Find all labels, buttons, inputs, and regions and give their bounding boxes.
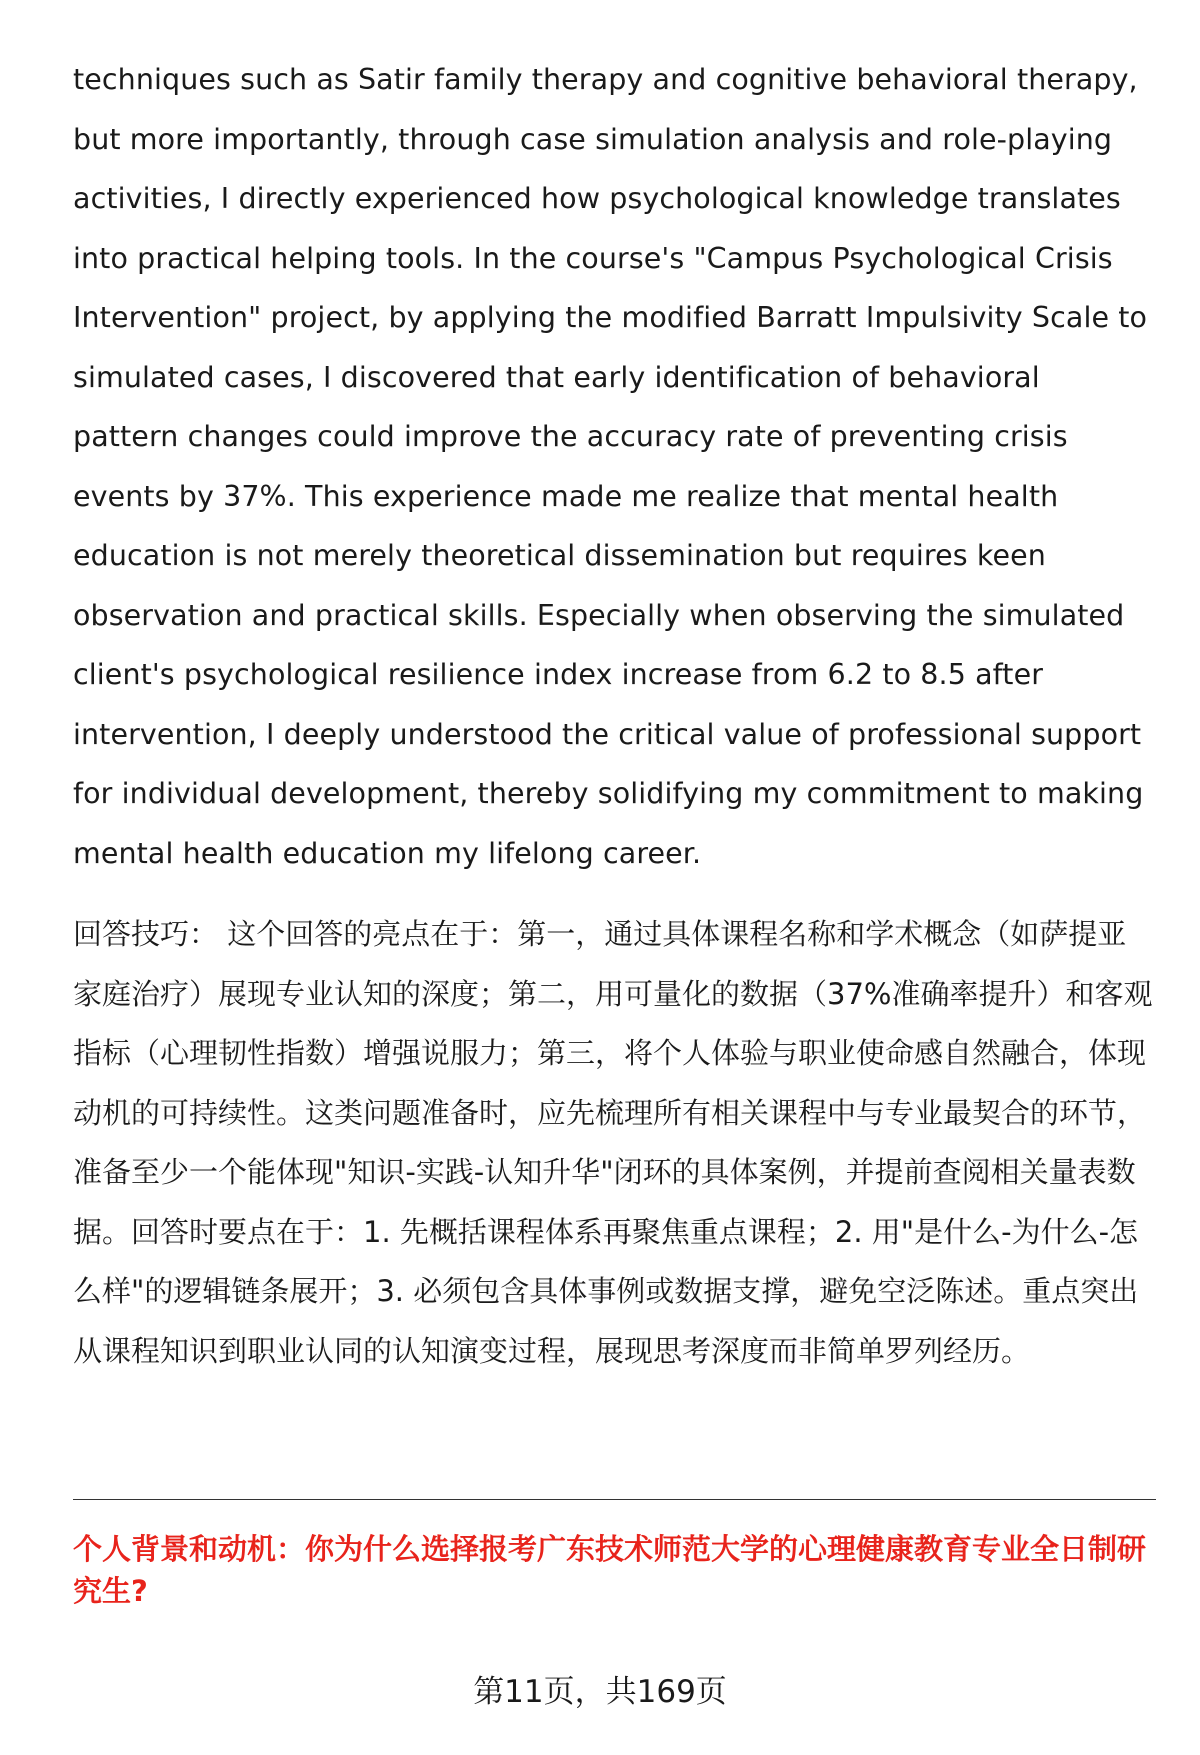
- answer-english-paragraph: techniques such as Satir family therapy and cognitive behavioral therapy, but more importantly, through case simulation analysis and role-playing activities, I directly experienced how psychological knowledge translates into practical helping tools. In the course's "Campus Psychological Crisis Intervention" project, by applying the modified Barratt Impulsivity Scale to simulated cases, I discovered that early identification of behavioral pattern changes could improve the accuracy rate of preventing crisis events by 37%. This experience made me realize that mental health education is not merely theoretical dissemination but requires keen observation and practical skills. Especially when observing the simulated client's psychological resilience index increase from 6.2 to 8.5 after intervention, I deeply understood the critical value of professional support for individual development, thereby solidifying my commitment to making mental health education my lifelong career.: [73, 63, 1148, 870]
- answer-tips-paragraph: 回答技巧： 这个回答的亮点在于：第一，通过具体课程名称和学术概念（如萨提亚家庭治疗）展现专业认知的深度；第二，用可量化的数据（37%准确率提升）和客观指标（心理韧性指数）增强说服力；第三，将个人体验与职业使命感自然融合，体现动机的可持续性。这类问题准备时，应先梳理所有相关课程中与专业最契合的环节，准备至少一个能体现"知识-实践-认知升华"闭环的具体案例，并提前查阅相关量表数据。回答时要点在于：1. 先概括课程体系再聚焦重点课程；2. 用"是什么-为什么-怎么样"的逻辑链条展开；3. 必须包含具体事例或数据支撑，避免空泛陈述。重点突出从课程知识到职业认同的认知演变过程，展现思考深度而非简单罗列经历。: [73, 917, 1153, 1368]
- document-body: [73, 50, 1153, 1381]
- next-question-heading: 个人背景和动机：你为什么选择报考广东技术师范大学的心理健康教育专业全日制研究生?: [73, 1532, 1147, 1608]
- page-footer: 第11页，共169页: [473, 1674, 727, 1710]
- section-divider: [73, 1499, 1156, 1500]
